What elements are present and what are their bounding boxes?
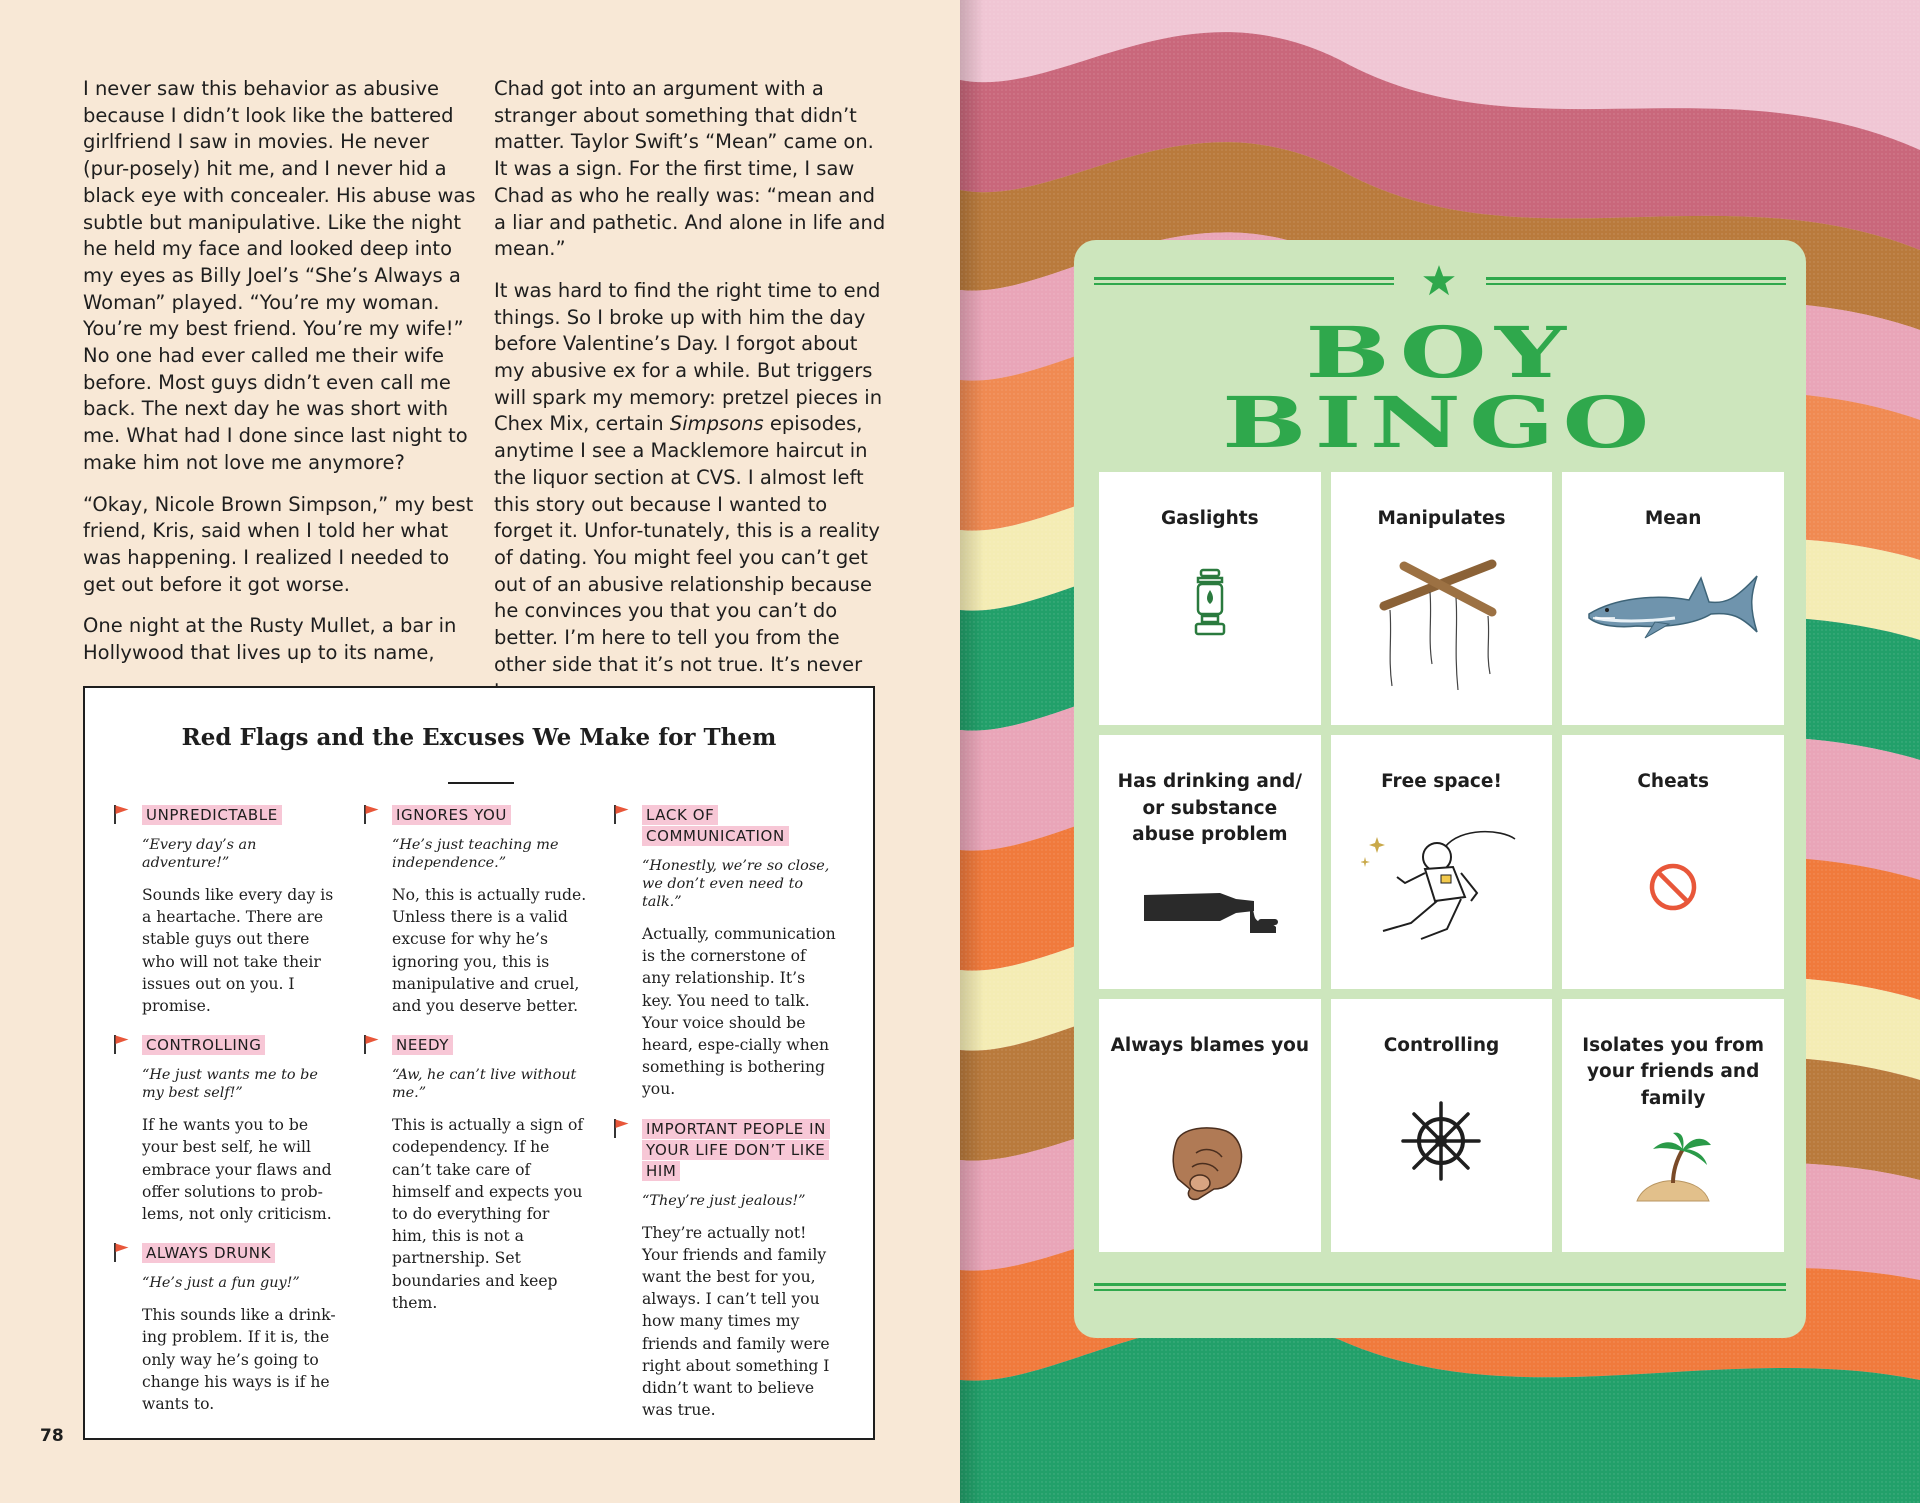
italic-title: Simpsons bbox=[669, 412, 764, 436]
red-flag-heading bbox=[613, 805, 837, 847]
bingo-cell-label: Has drinking and/ or substance abuse problem bbox=[1117, 771, 1303, 846]
red-flag-explanation: This is actually a sign of codependency. If he can’t take care of himself and expects you to do everything for him, this is not a partnership. Set boundaries and keep them. bbox=[392, 1116, 584, 1312]
bingo-cell-label: Free space! bbox=[1381, 771, 1502, 793]
bingo-title-line: BOY bbox=[1305, 311, 1575, 394]
red-flag-label: IGNORES YOU bbox=[392, 805, 511, 825]
bingo-cell bbox=[1099, 472, 1321, 725]
spilled-bottle-icon bbox=[1140, 877, 1280, 941]
paragraph: Chad got into an argument with a stranger about something that didn’t matter. Taylor Swift’s “Mean” came on. It was a sign. For the first time, I saw Chad as who he really was: “mean and a liar and pathetic. And alone in life and mean.” bbox=[494, 77, 886, 261]
red-flags-column-1 bbox=[113, 805, 337, 1433]
red-flag-item bbox=[363, 805, 587, 1017]
bingo-cell-label: Cheats bbox=[1637, 771, 1709, 793]
red-flag-label-wrap bbox=[142, 805, 282, 826]
ship-wheel-icon bbox=[1401, 1101, 1481, 1185]
red-flag-heading bbox=[113, 1243, 337, 1264]
bingo-cell bbox=[1331, 999, 1553, 1252]
red-flag-label: ALWAYS DRUNK bbox=[142, 1243, 275, 1263]
red-flag-icon bbox=[363, 1033, 380, 1055]
bingo-title-line: BINGO bbox=[1222, 381, 1658, 464]
boy-bingo-card bbox=[1074, 240, 1806, 1338]
paragraph: I never saw this behavior as abusive because I didn’t look like the battered girlfriend I saw in movies. He never (pur-posely) hit me, and I never hid a black eye with concealer. His abuse was subtle but manipulative. Like the night he held my face and looked deep into my eyes as Billy Joel’s “She’s Always a Woman” played. “You’re my woman. You’re my best friend. You’re my wife!” No one had ever called me their wife before. Most guys didn’t even call me back. The next day he was short with me. What had I done since last night to make him not love me anymore? bbox=[83, 77, 476, 474]
red-flag-item bbox=[113, 1243, 337, 1415]
excuse-quote: “He’s just teaching me independence.” bbox=[392, 837, 559, 871]
red-flag-heading bbox=[363, 1035, 587, 1056]
astronaut-icon bbox=[1361, 827, 1521, 951]
decorative-rule bbox=[1094, 1283, 1786, 1295]
excuse-quote: “Aw, he can’t live without me.” bbox=[392, 1067, 577, 1102]
excuse-quote: “He just wants me to be my best self!” bbox=[142, 1067, 318, 1102]
island-icon bbox=[1633, 1131, 1713, 1209]
excuse-quote: “Every day’s an adventure!” bbox=[142, 837, 257, 871]
red-flag-explanation: If he wants you to be your best self, he will embrace your flaws and offer solutions to prob-lems, not only criticism. bbox=[142, 1116, 332, 1224]
red-flag-explanation: Sounds like every day is a heartache. There are stable guys out there who will not take their issues out on you. I promise. bbox=[142, 886, 334, 1016]
bingo-cell-label: Controlling bbox=[1383, 1034, 1500, 1056]
red-flags-sidebar bbox=[83, 686, 875, 1440]
bingo-cell-label: Always blames you bbox=[1110, 1034, 1310, 1056]
bingo-cell-label: Isolates you from your friends and family bbox=[1582, 1034, 1765, 1109]
red-flag-label: UNPREDICTABLE bbox=[142, 805, 282, 825]
red-flag-heading bbox=[613, 1119, 837, 1182]
star-icon bbox=[1420, 262, 1458, 300]
red-flags-column-3 bbox=[613, 805, 837, 1439]
decorative-rule bbox=[1486, 277, 1786, 289]
paragraph: One night at the Rusty Mullet, a bar in Hollywood that lives up to its name, bbox=[83, 614, 457, 665]
red-flag-label-wrap bbox=[392, 1035, 453, 1056]
red-flag-icon bbox=[113, 1241, 130, 1263]
decorative-rule bbox=[1094, 277, 1394, 289]
right-page bbox=[960, 0, 1920, 1503]
red-flag-explanation: No, this is actually rude. Unless there is a valid excuse for why he’s ignoring you, this is manipulative and cruel, and you deserve better. bbox=[392, 886, 587, 1016]
red-flag-label: CONTROLLING bbox=[142, 1035, 265, 1055]
red-flag-icon bbox=[363, 803, 380, 825]
bingo-cell-label: Gaslights bbox=[1161, 508, 1259, 529]
pointing-hand-icon bbox=[1170, 1123, 1250, 1207]
excuse-quote: “They’re just jealous!” bbox=[642, 1192, 806, 1209]
red-flag-explanation: They’re actually not! Your friends and family want the best for you, always. I can’t tell you how many times my friends and family were right about something I didn’t want to believe was true. bbox=[642, 1223, 830, 1420]
red-flag-item bbox=[613, 1119, 837, 1422]
red-flag-label: LACK OF COMMUNICATION bbox=[642, 805, 789, 846]
bingo-cell bbox=[1562, 735, 1784, 988]
red-flag-icon bbox=[613, 1117, 630, 1139]
red-flag-icon bbox=[113, 1033, 130, 1055]
bingo-cell bbox=[1562, 999, 1784, 1252]
red-flag-label-wrap bbox=[142, 1035, 265, 1056]
article-column-2 bbox=[494, 76, 889, 720]
article-column-1 bbox=[83, 76, 478, 682]
sidebar-title: Red Flags and the Excuses We Make for Them bbox=[181, 724, 777, 751]
page-number: 78 bbox=[40, 1426, 64, 1446]
red-flag-icon bbox=[113, 803, 130, 825]
red-flag-heading bbox=[363, 805, 587, 826]
red-flag-label-wrap bbox=[642, 1119, 837, 1182]
bingo-cell-label: Manipulates bbox=[1377, 508, 1506, 529]
bingo-cell bbox=[1331, 472, 1553, 725]
red-flag-label: NEEDY bbox=[392, 1035, 453, 1055]
red-flag-item bbox=[113, 1035, 337, 1225]
lantern-icon bbox=[1188, 568, 1232, 642]
red-flag-label: IMPORTANT PEOPLE IN YOUR LIFE DON’T LIKE HIM bbox=[642, 1119, 830, 1181]
red-flag-heading bbox=[113, 805, 337, 826]
prohibited-icon bbox=[1647, 861, 1699, 917]
bingo-cell bbox=[1562, 472, 1784, 725]
red-flag-label-wrap bbox=[142, 1243, 275, 1264]
paragraph: “Okay, Nicole Brown Simpson,” my best friend, Kris, said when I told her what was happening. I realized I needed to get out before it got worse. bbox=[83, 492, 474, 596]
paragraph-text: episodes, anytime I see a Macklemore haircut in the liquor section at CVS. I almost left this story out because I wanted to forget it. Unfor-tunately, this is a reality of dating. You might feel you can’t get out of an abusive relationship because he convinces you that you can’t do better. I’m here to tell you from the other side that it’s not true. It’s never bbox=[494, 412, 880, 676]
bingo-cell-label: Mean bbox=[1644, 508, 1702, 529]
bingo-title bbox=[960, 311, 1920, 464]
red-flag-heading bbox=[113, 1035, 337, 1056]
red-flag-item bbox=[363, 1035, 587, 1314]
bingo-cell bbox=[1331, 735, 1553, 988]
shark-icon bbox=[1585, 572, 1761, 646]
title-divider bbox=[448, 782, 514, 784]
bingo-cell bbox=[1099, 999, 1321, 1252]
red-flags-column-2 bbox=[363, 805, 587, 1332]
red-flag-explanation: This sounds like a drink-ing problem. If it is, the only way he’s going to change his ways is if he wants to. bbox=[142, 1306, 336, 1414]
red-flag-label-wrap bbox=[392, 805, 511, 826]
red-flag-explanation: Actually, communication is the cornerstone of any relationship. It’s key. You need to talk. Your voice should be heard, espe-cially when something is bothering you. bbox=[642, 925, 836, 1099]
red-flag-label-wrap bbox=[642, 805, 837, 847]
paragraph-text: It was hard to find the right time to end things. So I broke up with him the day before Valentine’s Day. I forgot about my abusive ex for a while. But triggers will spark my memory: pretzel pieces in Chex Mix, certain bbox=[494, 278, 883, 436]
red-flag-icon bbox=[613, 803, 630, 825]
excuse-quote: “Honestly, we’re so close, we don’t even need to talk.” bbox=[642, 858, 830, 910]
bingo-grid bbox=[1099, 472, 1784, 1252]
marionette-icon bbox=[1376, 558, 1506, 702]
red-flag-item bbox=[113, 805, 337, 1017]
excuse-quote: “He’s just a fun guy!” bbox=[142, 1275, 300, 1292]
spine-shadow bbox=[960, 0, 984, 1503]
red-flag-item bbox=[613, 805, 837, 1101]
paragraph bbox=[494, 278, 889, 705]
bingo-cell bbox=[1099, 735, 1321, 988]
